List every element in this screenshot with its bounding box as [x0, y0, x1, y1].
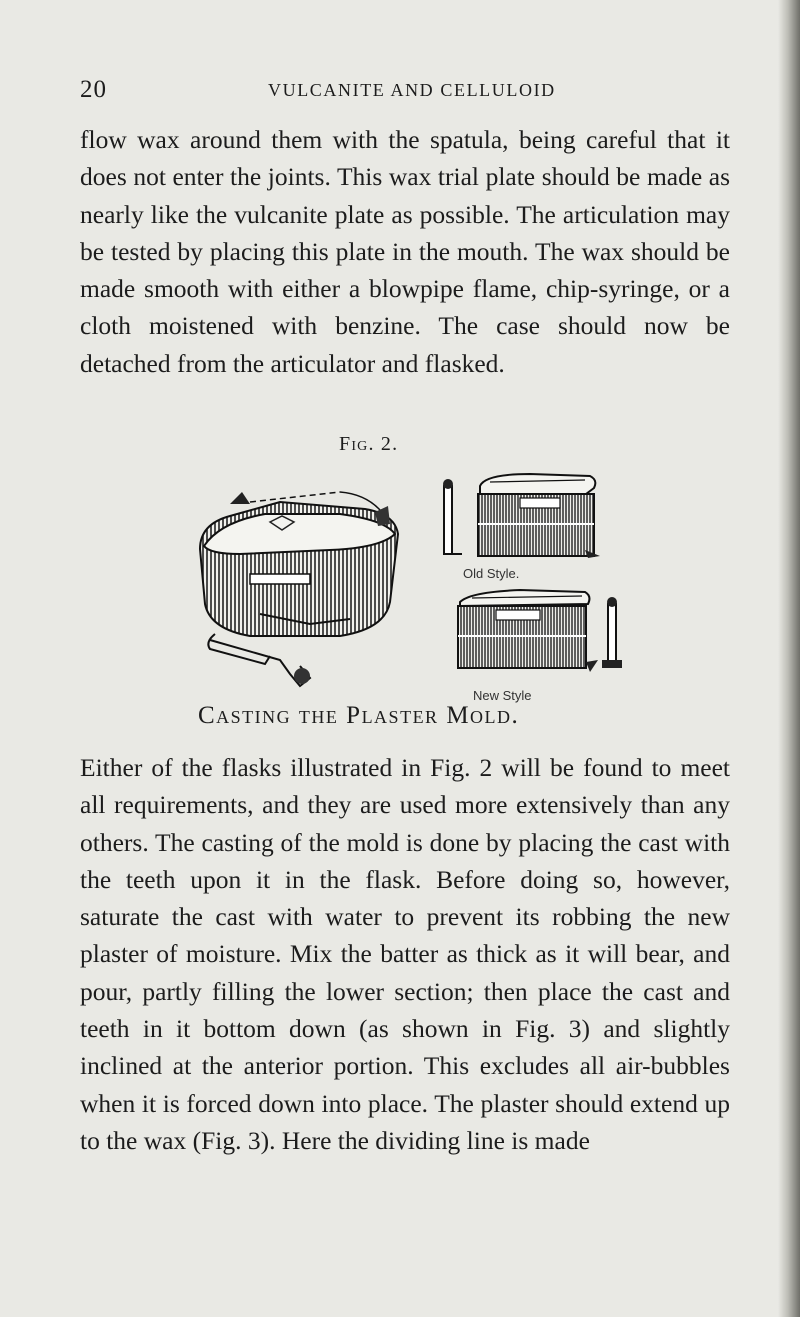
section-heading: Casting the Plaster Mold.: [198, 702, 520, 729]
new-style-caption: New Style: [473, 688, 532, 703]
figure-flasks: [190, 464, 630, 704]
new-style-flask-drawing: [458, 590, 622, 672]
page-edge-shadow: [778, 0, 800, 1317]
paragraph-2: Either of the flasks illustrated in Fig. 2 will be found to meet all requirements, and they are used more extensively than any others. The casting of the mold is done by placing the cast with the teeth upon it in the flask. Before doing so, however, saturate the cast with water to prevent its robbing the new plaster of moisture. Mix the batter as thick as it will bear, and pour, partly filling the lower section; then place the cast and teeth in it bottom down (as shown in Fig. 3) and slightly inclined at the anterior portion. This excludes all air-bubbles when it is forced down into place. The plaster should extend up to the wax (Fig. 3). Here the dividing line is made: [80, 753, 730, 1155]
figure-label: Fig. 2.: [339, 433, 399, 455]
running-head: [80, 70, 730, 106]
flask-illustration: [190, 464, 630, 704]
page-number: 20: [80, 76, 107, 103]
running-title: VULCANITE AND CELLULOID: [268, 80, 556, 100]
old-style-caption: Old Style.: [463, 566, 520, 581]
large-flask-drawing: [200, 492, 398, 686]
old-style-flask-drawing: [443, 474, 600, 558]
paragraph-1: flow wax around them with the spatula, being careful that it does not enter the joints. This wax trial plate should be made as nearly like the vulcanite plate as possible. The articulation may be tested by placing this plate in the mouth. The wax should be made smooth with either a blowpipe flame, chip-syringe, or a cloth moistened with benzine. The case should now be detached from the articulator and flasked.: [80, 125, 730, 378]
